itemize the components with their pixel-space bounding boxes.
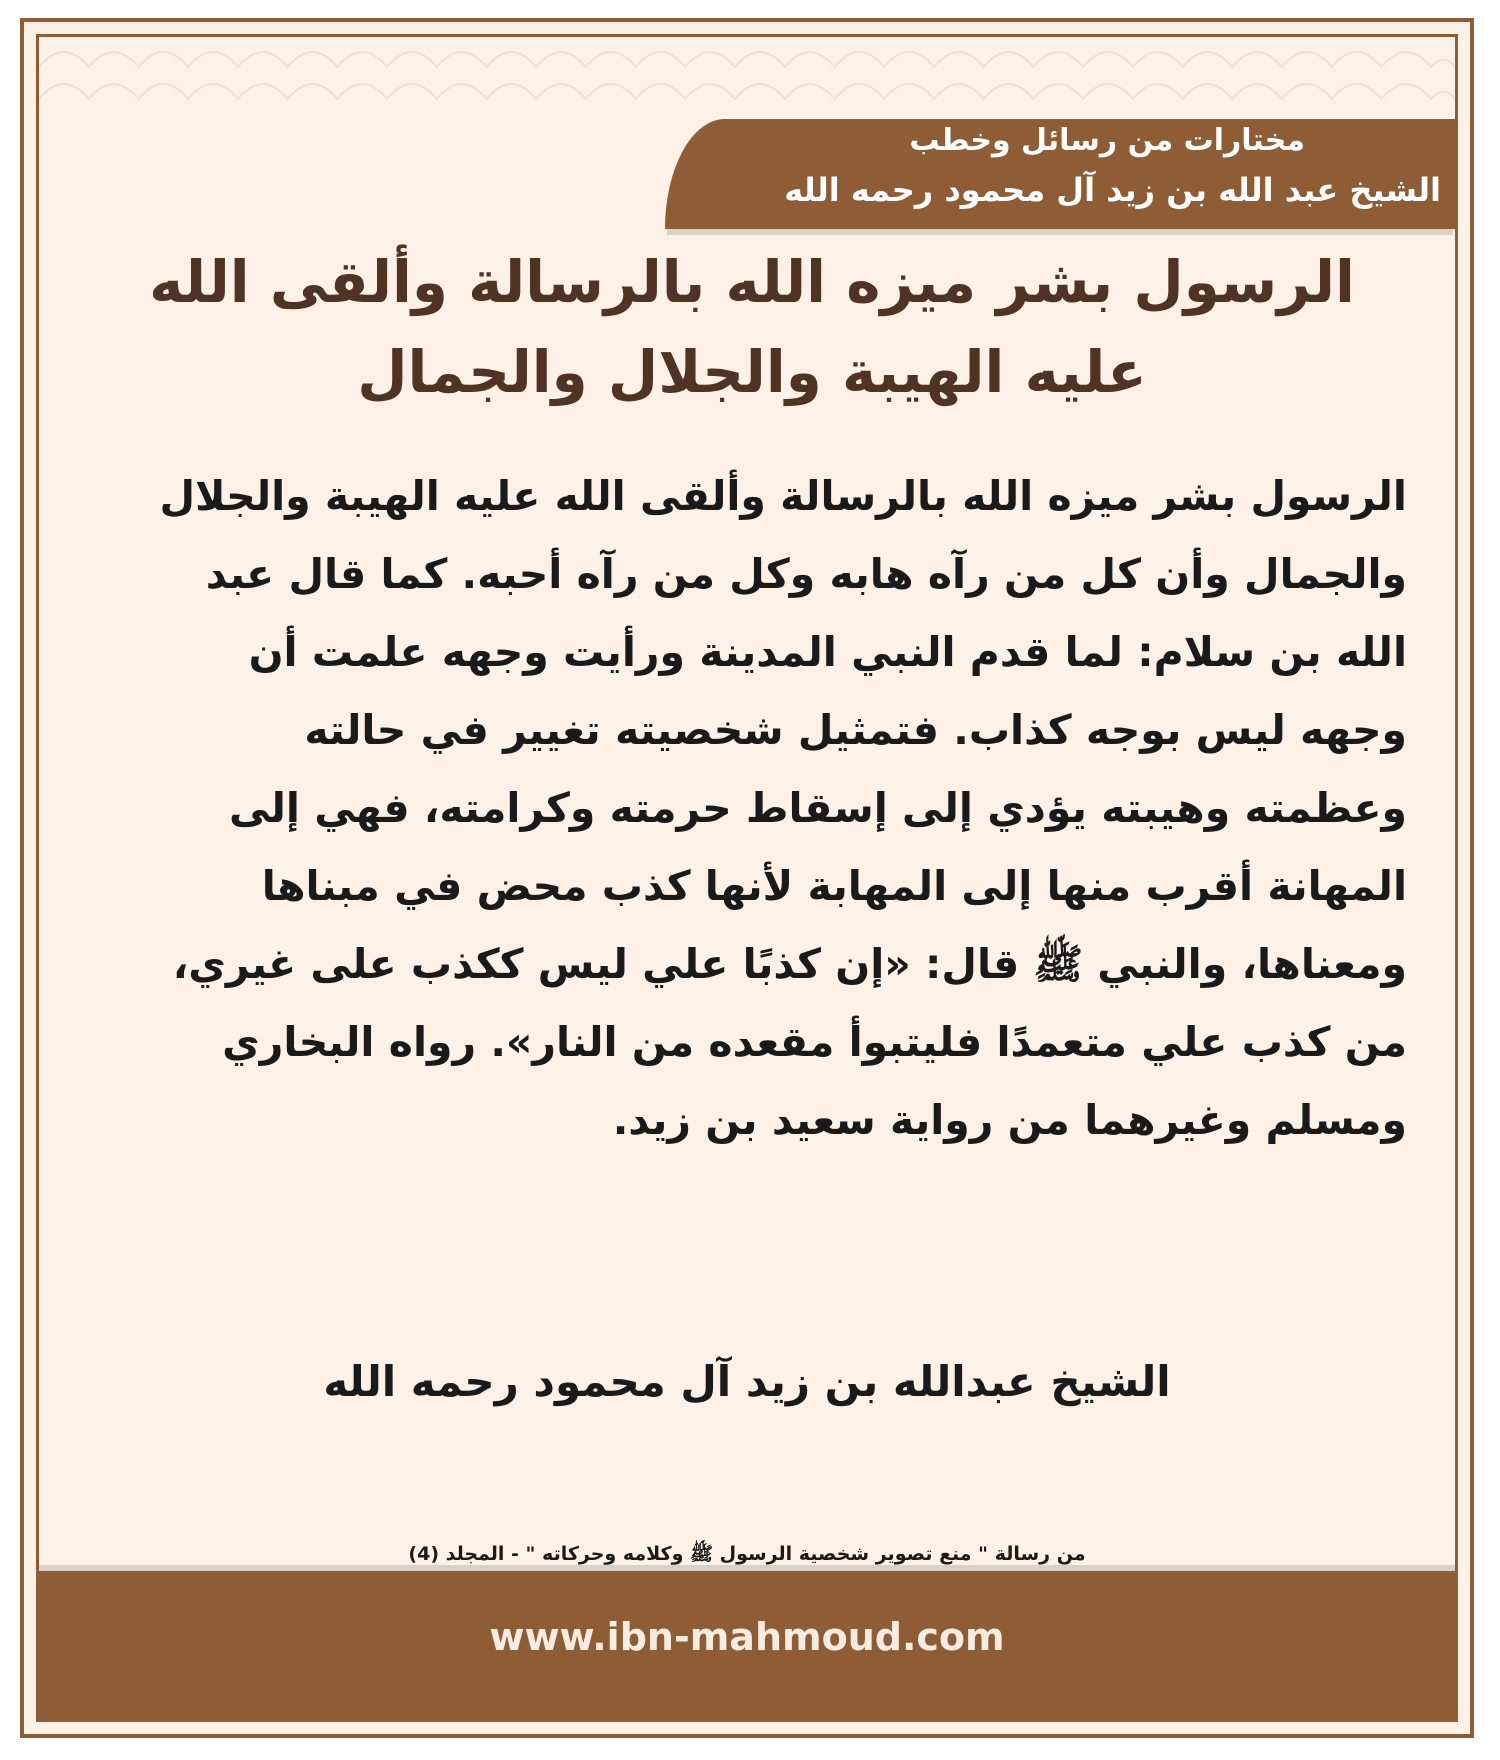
header-ribbon (665, 119, 1455, 229)
signature: الشيخ عبدالله بن زيد آل محمود رحمه الله (323, 1357, 1171, 1406)
website-link[interactable]: www.ibn-mahmoud.com (489, 1615, 1005, 1659)
article-body: الرسول بشر ميزه الله بالرسالة وألقى الله عليه الهيبة والجلال والجمال وأن كل من رآه هابه وكل من رآه أحبه. كما قال عبد الله بن سلام: لما قدم النبي المدينة ورأيت وجهه علمت أن وجهه ليس بوجه كذاب. فتمثيل شخصيته تغيير في حالته وعظمته وهيبته يؤدي إلى إسقاط حرمته وكرامته، فهي إلى المهانة أقرب منها إلى المهابة لأنها كذب محض في مبناها ومعناها، والنبي ﷺ قال: «إن كذبًا علي ليس ككذب على غيري، من كذب علي متعمدًا فليتبوأ مقعده من النار». رواه البخاري ومسلم وغيرهما من رواية سعيد بن زيد. (159, 472, 1407, 1144)
header-author: الشيخ عبد الله بن زيد آل محمود رحمه الله (784, 171, 1441, 209)
header-subtitle: مختارات من رسائل وخطب (909, 123, 1305, 158)
outer-frame (20, 18, 1474, 1738)
source-citation: من رسالة " منع تصوير شخصية الرسول ﷺ وكلامه وحركاته " - المجلد (4) (408, 1543, 1086, 1565)
footer-bar (39, 1565, 1455, 1719)
article-title: الرسول بشر ميزه الله بالرسالة وألقى الله عليه الهيبة والجلال والجمال (149, 248, 1355, 406)
inner-frame (36, 34, 1458, 1722)
decorative-arch-pattern (39, 37, 1455, 117)
